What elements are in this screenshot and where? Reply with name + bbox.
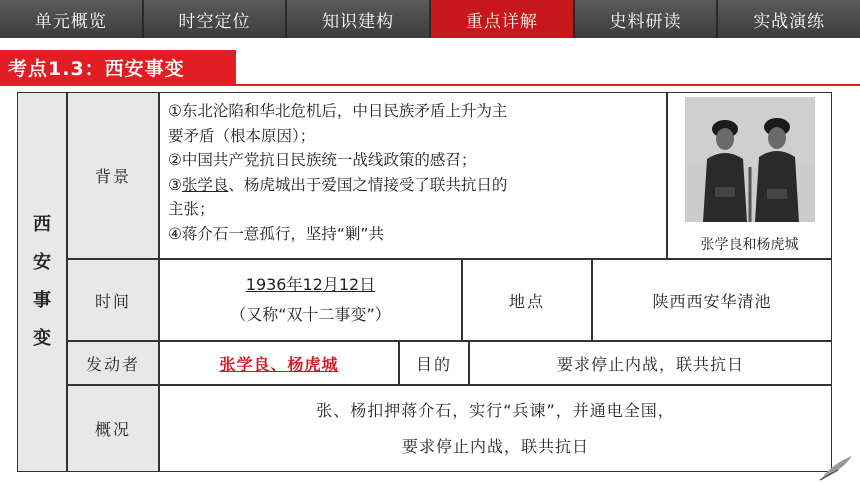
initiator-cell	[159, 341, 399, 385]
place-label: 地点	[462, 259, 592, 341]
overview-label: 概况	[67, 385, 159, 472]
tab-source-reading[interactable]: 史料研读	[575, 0, 719, 38]
decorative-quill-icon	[818, 452, 858, 482]
topic-title: 考点1.3：西安事变	[0, 50, 236, 84]
background-item-3a: ③张学良、杨虎城出于爱国之情接受了联共抗日的	[168, 175, 508, 194]
incident-alias: （又称“双十二事变”）	[230, 305, 391, 324]
side-title	[17, 92, 67, 472]
overview-content	[159, 385, 832, 472]
background-item-1a: ①东北沦陷和华北危机后，中日民族矛盾上升为主	[168, 102, 508, 120]
incident-date: 1936年12月12日	[245, 275, 376, 294]
time-content	[159, 259, 462, 341]
tab-key-points[interactable]: 重点详解	[431, 0, 575, 38]
photo-caption: 张学良和杨虎城	[700, 237, 799, 253]
background-item-4: ④蒋介石一意孤行，坚持“剿”共	[168, 224, 384, 243]
initiator-names: 张学良、杨虎城	[219, 354, 339, 374]
tab-time-space[interactable]: 时空定位	[144, 0, 288, 38]
topic-divider	[0, 84, 860, 86]
xian-incident-table	[17, 92, 832, 472]
tab-unit-overview[interactable]: 单元概览	[0, 0, 144, 38]
purpose-value: 要求停止内战，联共抗日	[469, 341, 832, 385]
time-label: 时间	[67, 259, 159, 341]
background-label: 背景	[67, 92, 159, 259]
side-char-4: 变	[33, 328, 51, 349]
purpose-label: 目的	[399, 341, 469, 385]
background-content	[159, 92, 667, 259]
top-nav	[0, 0, 860, 38]
background-item-3b: 主张；	[168, 200, 215, 218]
tab-knowledge-build[interactable]: 知识建构	[287, 0, 431, 38]
side-char-2: 安	[33, 252, 51, 273]
side-char-3: 事	[33, 290, 51, 311]
side-char-1: 西	[33, 214, 51, 235]
tab-practice[interactable]: 实战演练	[718, 0, 860, 38]
background-item-1b: 要矛盾（根本原因）；	[168, 126, 316, 145]
overview-line-2: 要求停止内战，联共抗日	[401, 436, 589, 456]
place-value: 陕西西安华清池	[592, 259, 832, 341]
initiator-label: 发动者	[67, 341, 159, 385]
zhang-xueliang-underlined: 张学良	[181, 175, 229, 194]
historical-photo	[685, 97, 815, 222]
photo-cell	[667, 92, 832, 259]
overview-line-1: 张、杨扣押蒋介石，实行“兵谏”，并通电全国，	[316, 400, 675, 420]
background-item-2: ②中国共产党抗日民族统一战线政策的感召；	[168, 151, 477, 169]
